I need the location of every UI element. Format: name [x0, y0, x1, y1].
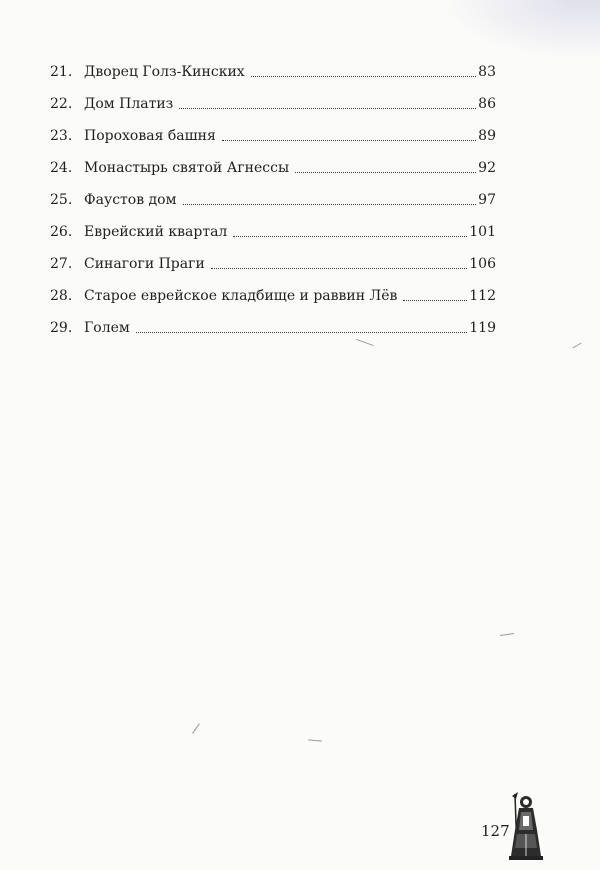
paper-scratch: [500, 633, 514, 636]
toc-leader-dots: [211, 268, 467, 269]
page-number: 127: [481, 822, 510, 840]
toc-leader-dots: [251, 76, 477, 77]
toc-entry-number: 25.: [50, 192, 73, 208]
toc-entry: [50, 184, 496, 216]
toc-entry: [50, 312, 496, 344]
toc-entry-page: 119: [469, 320, 496, 336]
paper-scratch: [572, 343, 581, 349]
saint-figure-icon: [506, 790, 546, 862]
table-of-contents: [50, 56, 496, 344]
toc-entry-page: 89: [478, 128, 496, 144]
toc-entry-page: 97: [478, 192, 496, 208]
toc-entry-title: Монастырь святой Агнессы: [84, 160, 290, 176]
toc-entry: [50, 56, 496, 88]
toc-entry-number: 26.: [50, 224, 73, 240]
toc-entry-title: Дворец Голз-Кинских: [84, 64, 245, 80]
toc-entry-page: 106: [469, 256, 496, 272]
toc-entry-number: 27.: [50, 256, 73, 272]
toc-entry-number: 28.: [50, 288, 73, 304]
toc-entry: [50, 152, 496, 184]
toc-leader-dots: [295, 172, 476, 173]
toc-leader-dots: [179, 108, 476, 109]
toc-leader-dots: [136, 332, 467, 333]
toc-entry-page: 92: [478, 160, 496, 176]
toc-leader-dots: [403, 300, 467, 301]
toc-entry-title: Голем: [84, 320, 130, 336]
toc-entry: [50, 216, 496, 248]
toc-entry-title: Пороховая башня: [84, 128, 216, 144]
toc-entry: [50, 248, 496, 280]
toc-entry: [50, 120, 496, 152]
toc-entry: [50, 280, 496, 312]
corner-smudge: [440, 0, 600, 60]
paper-scratch: [308, 739, 322, 741]
toc-entry-number: 24.: [50, 160, 73, 176]
toc-leader-dots: [233, 236, 467, 237]
toc-entry-number: 29.: [50, 320, 73, 336]
toc-entry-title: Еврейский квартал: [84, 224, 228, 240]
toc-entry-page: 112: [469, 288, 496, 304]
toc-entry-number: 23.: [50, 128, 73, 144]
toc-entry-number: 22.: [50, 96, 73, 112]
toc-entry: [50, 88, 496, 120]
toc-entry-title: Фаустов дом: [84, 192, 177, 208]
toc-entry-title: Дом Платиз: [84, 96, 174, 112]
toc-entry-page: 101: [469, 224, 496, 240]
paper-scratch: [192, 723, 200, 733]
toc-leader-dots: [222, 140, 476, 141]
toc-leader-dots: [183, 204, 477, 205]
toc-entry-title: Синагоги Праги: [84, 256, 205, 272]
toc-entry-number: 21.: [50, 64, 73, 80]
toc-entry-title: Старое еврейское кладбище и раввин Лёв: [84, 288, 398, 304]
toc-entry-page: 83: [478, 64, 496, 80]
toc-entry-page: 86: [478, 96, 496, 112]
